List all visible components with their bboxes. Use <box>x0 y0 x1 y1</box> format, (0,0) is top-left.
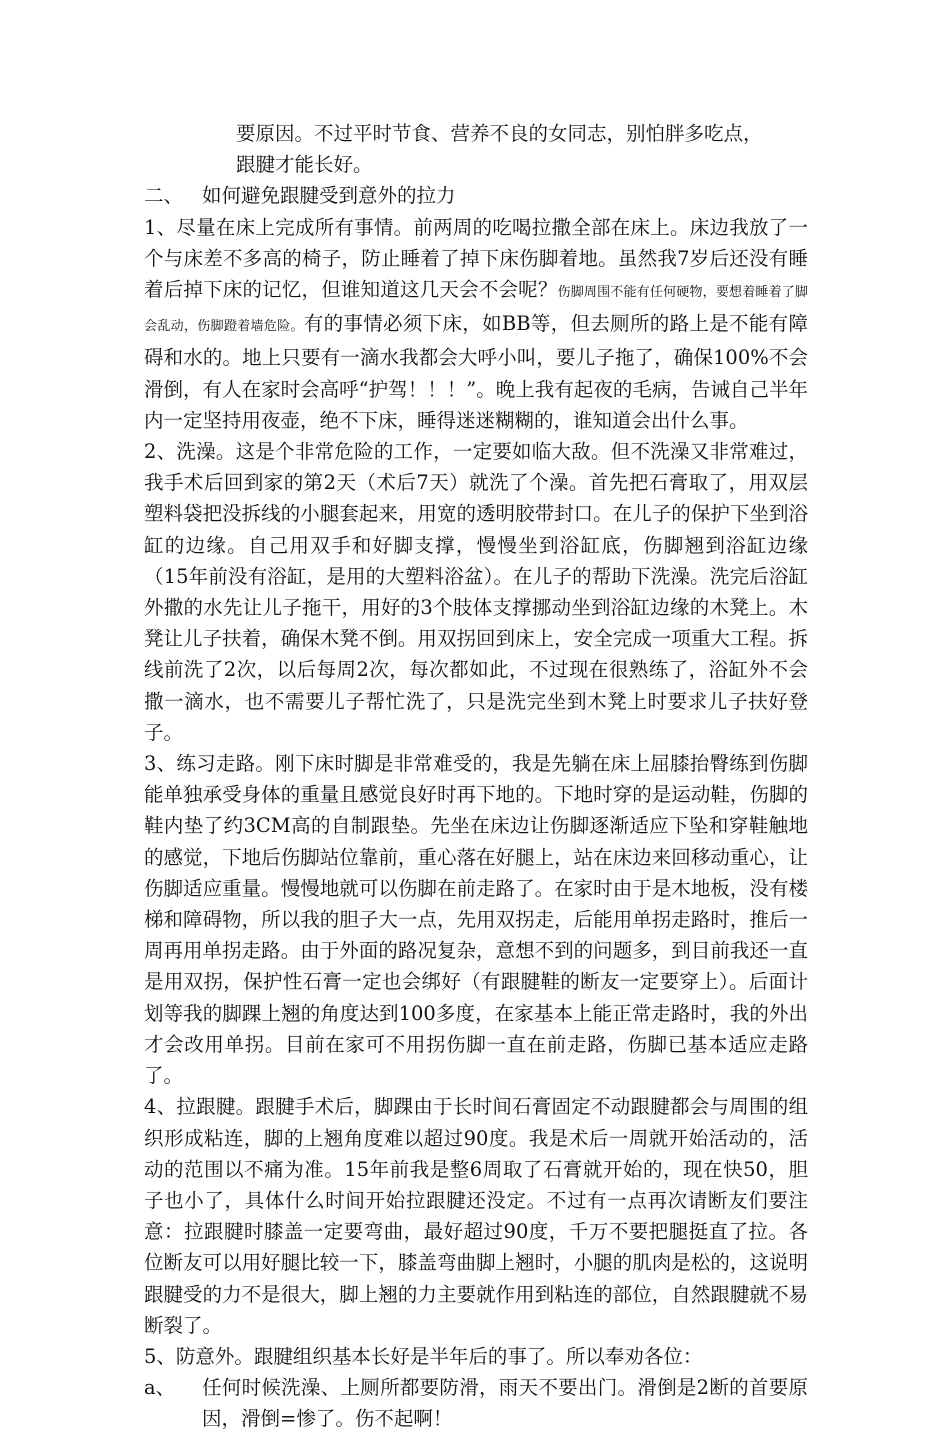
list-item-a-text: 任何时候洗澡、上厕所都要防滑，雨天不要出门。滑倒是2断的首要原因，滑倒=惨了。伤不起啊！ <box>202 1376 808 1431</box>
paragraph-1-small-note: 伤脚周围不能有任何硬物，要想着睡着了脚会乱动，伤脚蹬着墙危险。 <box>144 285 808 335</box>
lead-line-1: 要原因。不过平时节食、营养不良的女同志，别怕胖多吃点， <box>236 122 763 145</box>
document-body <box>144 118 808 1435</box>
section-number: 二、 <box>144 184 184 208</box>
paragraph-1-text-a: 1、尽量在床上完成所有事情。前两周的吃喝拉撒全部在床上。床边我放了一个与床差不多高的椅子，防止睡着了掉下床伤脚着地。虽然我7岁后还没有睡着后掉下床的记忆，但谁知道这几天会不会呢？ <box>144 215 808 302</box>
paragraph-4: 4、拉跟腱。跟腱手术后，脚踝由于长时间石膏固定不动跟腱都会与周围的组织形成粘连，脚的上翘角度难以超过90度。我是术后一周就开始活动的，活动的范围以不痛为准。15年前我是整6周取了石膏就开始的，现在快50，胆子也小了，具体什么时间开始拉跟腱还没定。不过有一点再次请断友们要注意：拉跟腱时膝盖一定要弯曲，最好超过90度，千万不要把腿挺直了拉。各位断友可以用好腿比较一下，膝盖弯曲脚上翘时，小腿的肌肉是松的，这说明跟腱受的力不是很大，脚上翘的力主要就作用到粘连的部位，自然跟腱就不易断裂了。 <box>144 1095 808 1337</box>
list-item-a <box>144 1372 808 1434</box>
paragraph-5: 5、防意外。跟腱组织基本长好是半年后的事了。所以奉劝各位： <box>144 1344 703 1368</box>
paragraph-1 <box>144 212 808 436</box>
paragraph-2: 2、洗澡。这是个非常危险的工作，一定要如临大敌。但不洗澡又非常难过，我手术后回到家的第2天（术后7天）就洗了个澡。首先把石膏取了，用双层塑料袋把没拆线的小腿套起来，用宽的透明胶带封口。在儿子的保护下坐到浴缸的边缘。自己用双手和好脚支撑，慢慢坐到浴缸底，伤脚翘到浴缸边缘（15年前没有浴缸，是用的大塑料浴盆）。在儿子的帮助下洗澡。洗完后浴缸外撒的水先让儿子拖干，用好的3个肢体支撑挪动坐到浴缸边缘的木凳上。木凳让儿子扶着，确保木凳不倒。用双拐回到床上，安全完成一项重大工程。拆线前洗了2次，以后每周2次，每次都如此，不过现在很熟练了，浴缸外不会撒一滴水，也不需要儿子帮忙洗了，只是洗完坐到木凳上时要求儿子扶好登子。 <box>144 440 808 744</box>
paragraph-1-text-b: 有的事情必须下床，如BB等，但去厕所的路上是不能有障碍和水的。地上只要有一滴水我都会大呼小叫，要儿子拖了，确保100%不会滑倒，有人在家时会高呼“护驾！！！”。晚上我有起夜的毛病，告诫自己半年内一定坚持用夜壶，绝不下床，睡得迷迷糊糊的，谁知道会出什么事。 <box>144 312 808 432</box>
section-heading <box>144 180 808 211</box>
lead-line-2: 跟腱才能长好。 <box>236 153 373 177</box>
section-title: 如何避免跟腱受到意外的拉力 <box>202 184 456 208</box>
list-item-a-marker: a、 <box>144 1376 176 1400</box>
paragraph-3: 3、练习走路。刚下床时脚是非常难受的，我是先躺在床上屈膝抬臀练到伤脚能单独承受身体的重量且感觉良好时再下地的。下地时穿的是运动鞋，伤脚的鞋内垫了约3CM高的自制跟垫。先坐在床边让伤脚逐渐适应下坠和穿鞋触地的感觉，下地后伤脚站位靠前，重心落在好腿上，站在床边来回移动重心，让伤脚适应重量。慢慢地就可以伤脚在前走路了。在家时由于是木地板，没有楼梯和障碍物，所以我的胆子大一点，先用双拐走，后能用单拐走路时，推后一周再用单拐走路。由于外面的路况复杂，意想不到的问题多，到目前我还一直是用双拐，保护性石膏一定也会绑好（有跟腱鞋的断友一定要穿上）。后面计划等我的脚踝上翘的角度达到100多度，在家基本上能正常走路时，我的外出才会改用单拐。目前在家可不用拐伤脚一直在前走路，伤脚已基本适应走路了。 <box>144 752 808 1088</box>
